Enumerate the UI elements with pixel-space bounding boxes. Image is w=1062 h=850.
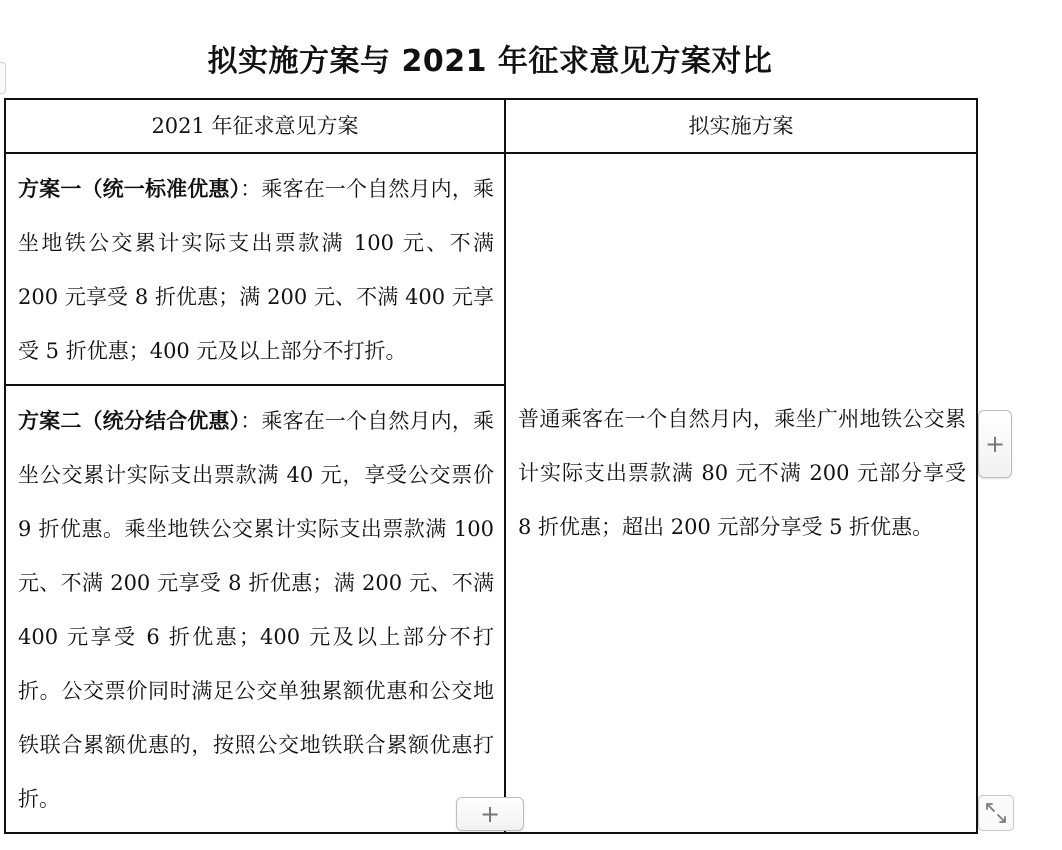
table-header-row [5,99,977,153]
table-row [5,153,977,385]
page-title: 拟实施方案与 2021 年征求意见方案对比 [207,44,773,79]
add-column-button[interactable] [978,410,1012,478]
plan-one-title: 方案一（统一标准优惠） [18,177,241,201]
resize-table-button[interactable] [978,795,1014,831]
plan-two-text: ：乘客在一个自然月内，乘坐公交累计实际支出票款满 40 元，享受公交票价 9 折优惠。乘坐地铁公交累计实际支出票款满 100 元、不满 200 元享受 8 折优惠；满 200 元、不满 400 元享受 6 折优惠；400 元及以上部分不打折。公交票价同时满足公交单独累额优惠和公交地铁联合累额优惠的，按照公交地铁联合累额优惠打折。 [18,409,494,811]
plan-one-cell[interactable] [5,153,505,385]
add-row-button[interactable] [456,797,524,831]
plan-two-title: 方案二（统分结合优惠） [18,409,241,433]
plus-icon: + [479,800,501,828]
comparison-table [4,98,978,834]
header-cell-2021-plan[interactable]: 2021 年征求意见方案 [5,99,505,153]
plan-two-cell[interactable] [5,385,505,833]
plan-one-text: ：乘客在一个自然月内，乘坐地铁公交累计实际支出票款满 100 元、不满 200 元享受 8 折优惠；满 200 元、不满 400 元享受 5 折优惠；400 元及以上部分不打折。 [18,177,494,363]
plus-icon: + [984,430,1006,458]
expand-arrows-icon [984,801,1008,825]
proposed-plan-cell[interactable] [505,153,977,833]
header-cell-proposed-plan[interactable]: 拟实施方案 [505,99,977,153]
proposed-plan-text: 普通乘客在一个自然月内，乘坐广州地铁公交累计实际支出票款满 80 元不满 200 元部分享受 8 折优惠；超出 200 元部分享受 5 折优惠。 [518,407,966,539]
